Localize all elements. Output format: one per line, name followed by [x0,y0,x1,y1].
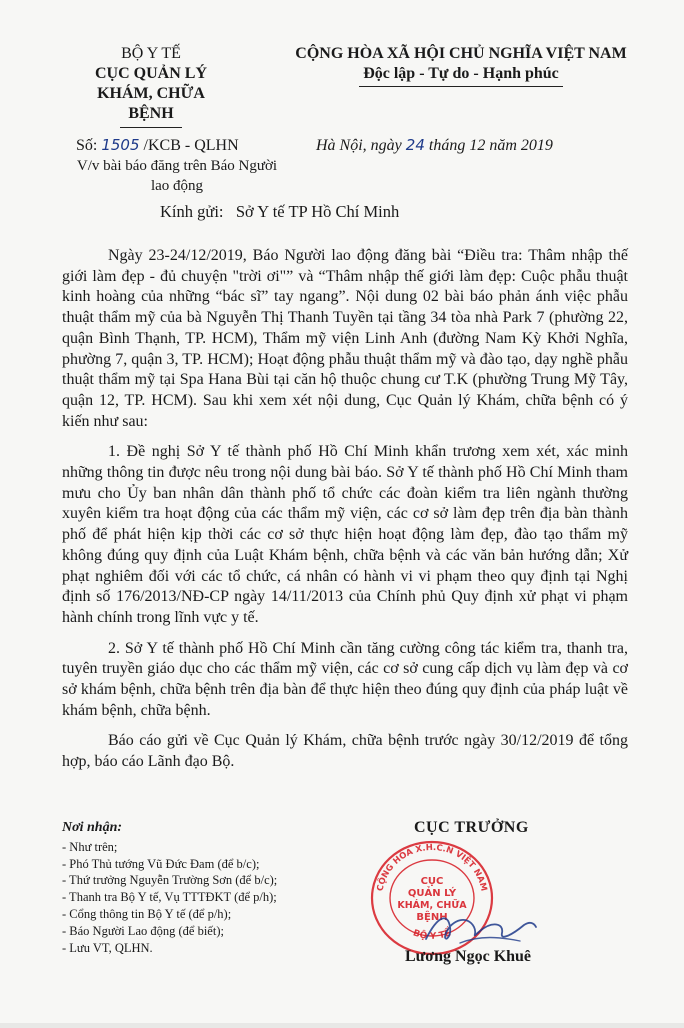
recipients-list [62,820,382,956]
recipients-title: Nơi nhận: [62,820,123,835]
addressee: Kính gửi: Sở Y tế TP Hồ Chí Minh [160,202,400,221]
national-motto: Độc lập - Tự do - Hạnh phúc [363,65,559,82]
stamp-center-line1: CỤC [420,876,444,887]
body-paragraph: Báo cáo gửi về Cục Quản lý Khám, chữa bệnh trước ngày 30/12/2019 để tổng hợp, báo cáo Lãnh đạo Bộ. [62,732,628,771]
page-bottom-edge [0,1023,684,1028]
header-right-underline [359,86,563,87]
place-and-date [316,135,553,156]
doc-number-handwritten: 1505 [101,136,140,154]
header-left-underline [120,127,182,128]
signer-name: Lương Ngọc Khuê [405,948,532,965]
recipient-item: - Phó Thủ tướng Vũ Đức Đam (để b/c); [62,856,260,871]
recipient-item: - Thanh tra Bộ Y tế, Vụ TTTĐKT (để p/h); [62,890,277,905]
stamp-center-line2: QUẢN LÝ [407,888,457,899]
recipient-item: - Như trên; [62,839,118,854]
department-name-line1: CỤC QUẢN LÝ [95,65,207,82]
country-name: CỘNG HÒA XÃ HỘI CHỦ NGHĨA VIỆT NAM [295,45,627,62]
signer-title: CỤC TRƯỞNG [414,819,529,836]
recipient-item: - Báo Người Lao động (để biết); [62,923,224,938]
department-name-line2: KHÁM, CHỮA BỆNH [97,85,205,122]
stamp-center-line3: KHÁM, CHỮA [397,900,467,911]
doc-number-prefix: Số: [76,137,102,154]
recipient-item: - Cổng thông tin Bộ Y tế (để p/h); [62,906,232,921]
subject-line: V/v bài báo đăng trên Báo Người lao động [76,158,278,194]
date-suffix: tháng 12 năm 2019 [424,137,553,154]
handwritten-signature [420,905,540,951]
body-paragraph: Ngày 23-24/12/2019, Báo Người lao động đăng bài “Điều tra: Thâm nhập thế giới làm đẹp - đủ chuyện "trời ơi"” và “Thâm nhập thế giới làm đẹp: Cuộc phẫu thuật kinh hoàng của những “bác sĩ” tay ngang”. Nội dung 02 bài báo phản ánh việc phẫu thuật thẩm mỹ của bà Nguyễn Thị Thanh Tuyền tại tầng 34 tòa nhà Park 7 (phường 22, quận Bình Thạnh, TP. HCM), Thẩm mỹ viện Linh Anh (đường Nam Kỳ Khởi Nghĩa, phường 7, quận 3, TP. HCM); Hoạt động phẫu thuật thẩm mỹ và đào tạo, dạy nghề phẫu thuật thẩm mỹ tại Spa Hana Bùi tại căn hộ thuộc chung cư T.K (phường Trung Mỹ Tây, quận 12, TP. HCM). Sau khi xem xét nội dung, Cục Quản lý Khám, chữa bệnh có ý kiến như sau: [62,247,628,430]
document-number [76,135,239,156]
national-header [268,44,654,87]
issuing-agency-header [76,44,226,128]
stamp-ring-text: CỘNG HÒA X.H.C.N VIỆT NAM [375,842,489,893]
date-day-handwritten: 24 [405,136,425,154]
stamp-bottom-text: BỘ Y TẾ [411,928,453,942]
recipient-item: - Lưu VT, QLHN. [62,940,153,955]
body-paragraph: 1. Đề nghị Sở Y tế thành phố Hồ Chí Minh khẩn trương xem xét, xác minh những thông tin được nêu trong nội dung bài báo. Sở Y tế thành phố Hồ Chí Minh tham mưu cho Ủy ban nhân dân thành phố tổ chức các đoàn kiểm tra liên ngành thường xuyên kiểm tra hoạt động của các thẩm mỹ viện, các cơ sở làm đẹp trên địa bàn thành phố để phát hiện kịp thời các cơ sở thực hiện hoạt động làm đẹp, đào tạo thẩm mỹ không đúng quy định của Luật Khám bệnh, chữa bệnh và các văn bản hướng dẫn; Xử phạt nghiêm đối với các tổ chức, cá nhân có hành vi vi phạm theo quy định tại Nghị định số 176/2013/NĐ-CP ngày 14/11/2013 của Chính phủ Quy định xử phạt vi phạm hành chính trong lĩnh vực y tế. [62,443,628,626]
letter-body [62,246,628,783]
doc-number-suffix: /KCB - QLHN [139,137,239,154]
stamp-center-line4: BỆNH [416,912,448,923]
date-prefix: Hà Nội, ngày [316,137,406,154]
recipient-item: - Thứ trưởng Nguyễn Trường Sơn (để b/c); [62,873,278,888]
body-paragraph: 2. Sở Y tế thành phố Hồ Chí Minh cần tăng cường công tác kiểm tra, thanh tra, tuyên truyền giáo dục cho các thẩm mỹ viện, các cơ sở cung cấp dịch vụ làm đẹp và cơ sở khám bệnh, chữa bệnh trên địa bàn để thực hiện theo đúng quy định của pháp luật về khám bệnh, chữa bệnh. [62,639,628,719]
ministry-name: BỘ Y TẾ [121,45,181,62]
